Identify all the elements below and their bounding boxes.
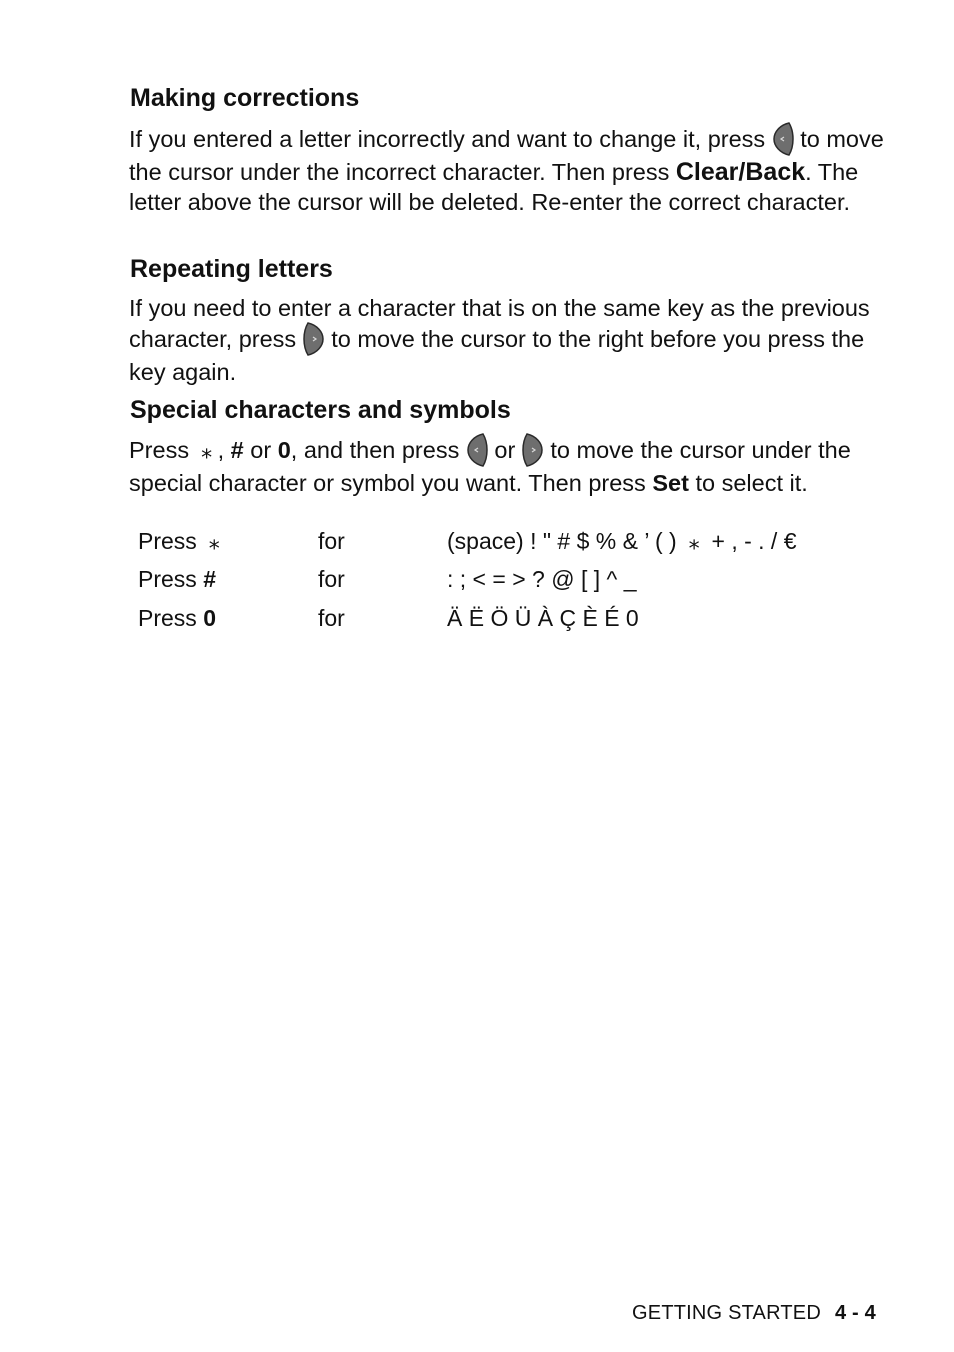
text: If you entered a letter incorrectly and want to change it, press: [129, 126, 766, 153]
text: . The letter above the cursor will be deleted. Re-enter the correct character.: [129, 159, 859, 215]
heading-making-corrections: Making corrections: [130, 84, 360, 112]
page-footer: [632, 1301, 876, 1325]
text: Press: [129, 437, 190, 464]
zero-key-name: 0: [277, 437, 291, 464]
right-arrow-key-icon: [303, 322, 325, 356]
page-number: 4 - 4: [834, 1302, 876, 1324]
for-cell: for: [318, 566, 345, 593]
heading-special-characters: Special characters and symbols: [130, 396, 511, 424]
repeating-letters-text: [129, 294, 889, 387]
press-label: Press: [138, 527, 197, 554]
star-symbol: ⁎: [688, 528, 700, 554]
special-characters-table: [138, 522, 797, 638]
press-cell: [138, 599, 318, 638]
heading-repeating-letters: Repeating letters: [130, 255, 333, 283]
text: or: [494, 437, 516, 464]
chapter-title: GETTING STARTED: [632, 1302, 821, 1324]
characters-part: (space) ! " # $ % & ’ ( ): [447, 527, 677, 554]
characters-cell: : ; < = > ? @ [ ] ^ _: [447, 566, 637, 593]
text: to move the cursor to the right before you press the key again.: [129, 325, 865, 385]
characters-part: + , - . / €: [711, 527, 797, 554]
for-cell: for: [318, 604, 345, 631]
left-arrow-key-icon: [466, 433, 488, 467]
press-label: Press: [138, 566, 197, 593]
press-cell: [138, 522, 318, 561]
text: to select it.: [695, 470, 808, 496]
special-characters-text: [129, 435, 899, 499]
text: to move the cursor under the special character or symbol you want. Then press: [129, 437, 851, 496]
star-key-symbol: ⁎: [201, 438, 213, 464]
characters-cell: Ä Ë Ö Ü À Ç È É 0: [447, 604, 639, 631]
left-arrow-key-icon: [772, 122, 794, 156]
for-cell: for: [318, 527, 345, 554]
characters-cell: [447, 522, 797, 561]
table-row: [138, 599, 797, 638]
text: or: [250, 437, 272, 464]
zero-key-name: 0: [203, 604, 216, 631]
text: If you need to enter a character that is on the same key as the previous character, press: [129, 295, 870, 352]
table-row: [138, 522, 797, 561]
clear-back-key-name: Clear/Back: [675, 158, 806, 186]
hash-key-name: #: [230, 437, 244, 464]
right-arrow-key-icon: [522, 433, 544, 467]
text: , and then press: [290, 437, 460, 464]
star-key-symbol: ⁎: [208, 528, 220, 554]
hash-key-name: #: [203, 566, 216, 593]
text: to move the cursor under the incorrect character. Then press: [129, 126, 884, 185]
making-corrections-text: [129, 124, 889, 217]
text: ,: [217, 437, 225, 464]
set-key-name: Set: [652, 470, 689, 496]
table-row: [138, 561, 797, 600]
press-label: Press: [138, 604, 197, 631]
press-cell: [138, 561, 318, 600]
